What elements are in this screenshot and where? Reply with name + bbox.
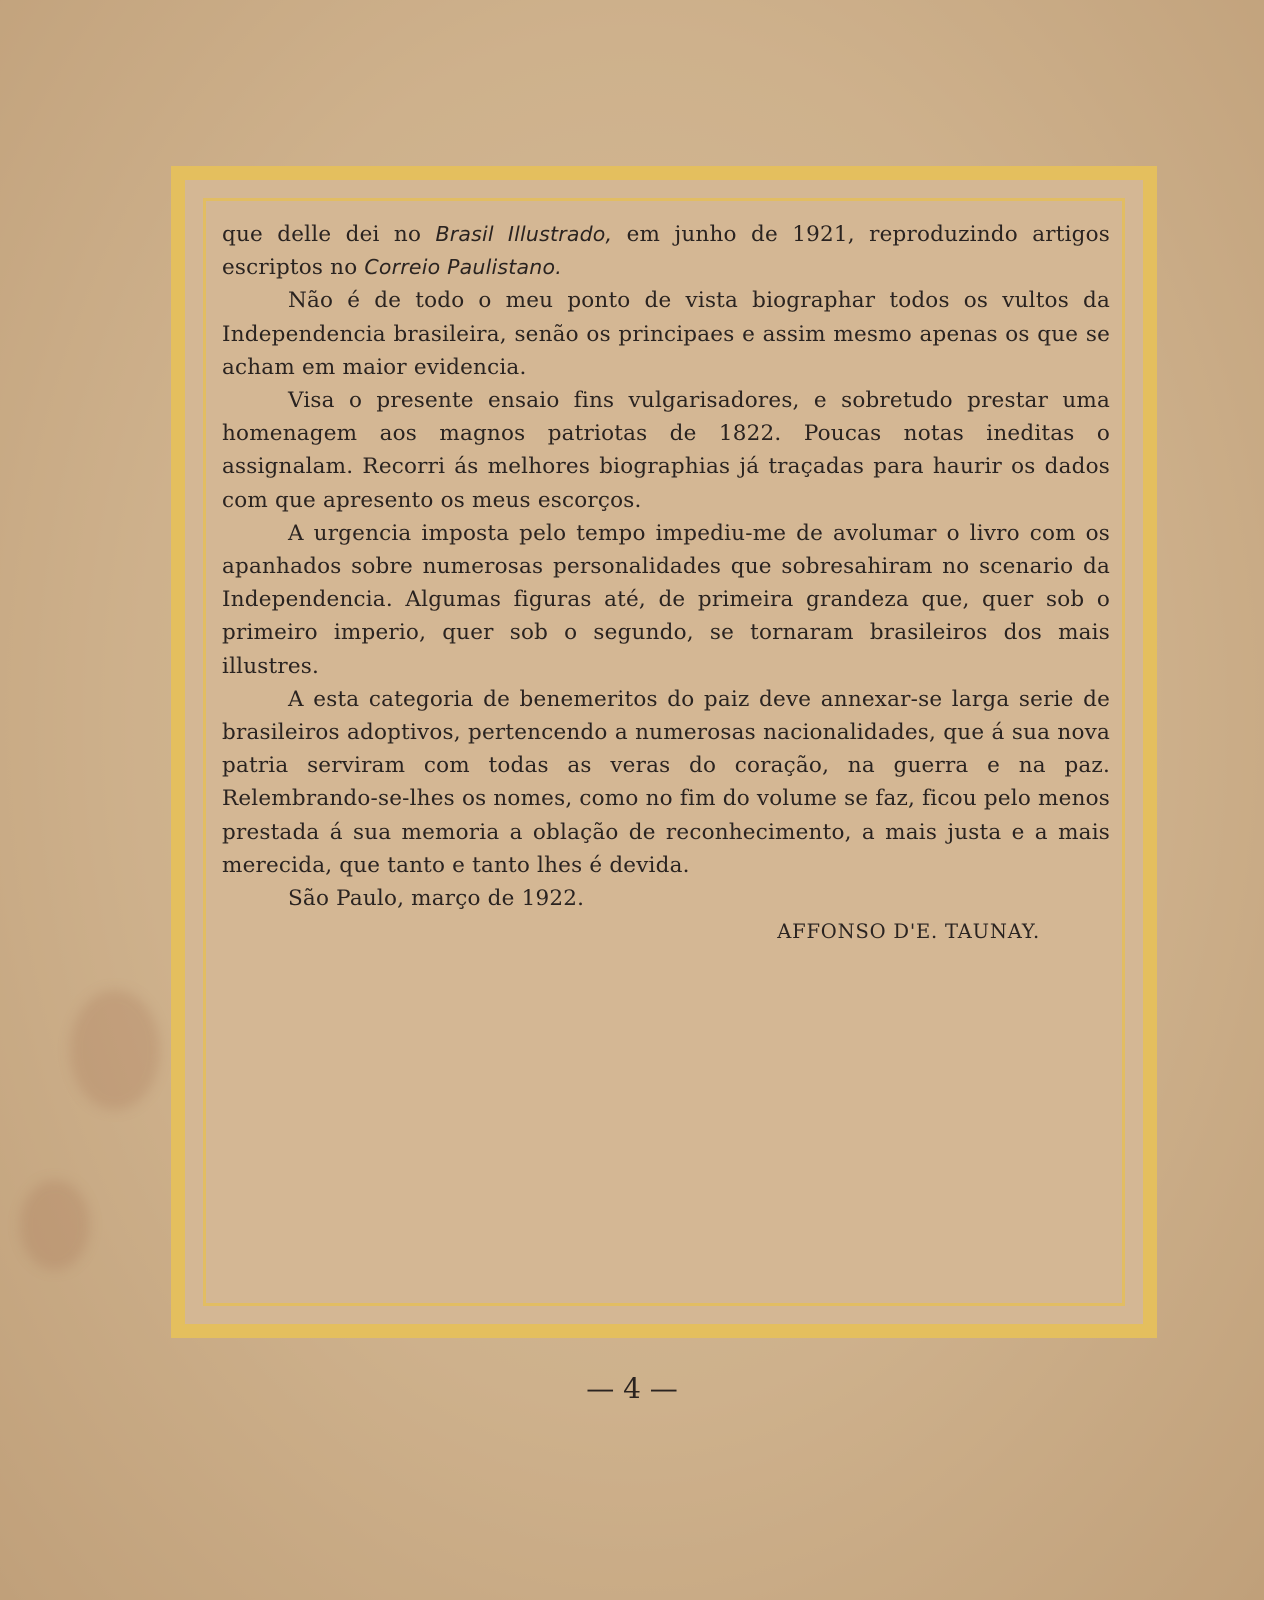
paper-stain <box>70 990 160 1110</box>
paragraph-text: que delle dei no <box>222 222 436 247</box>
paragraph: A esta categoria de benemeritos do paiz deve annexar-se larga serie de brasileiros adoptivos, pertencendo a numerosas nacionalidades, que á sua nova patria serviram com todas as veras do coração, na guerra e na paz. Relembrando-se-lhes os nomes, como no fim do volume se faz, ficou pelo menos prestada á sua memoria a oblação de reconhecimento, a mais justa e a mais merecida, que tanto e tanto lhes é devida. <box>222 686 1110 878</box>
paragraph: Visa o presente ensaio fins vulgarisadores, e sobretudo prestar uma homenagem aos magnos patriotas de 1822. Poucas notas ineditas o assignalam. Recorri ás melhores biographias já traçadas para haurir os dados com que apresento os meus escorços. <box>222 388 1110 513</box>
paragraph-text: em junho de 1921, reproduzindo artigos escriptos no <box>222 222 1111 281</box>
paragraph-continuation <box>222 218 1110 284</box>
preface-text <box>222 218 1110 949</box>
paragraph: A urgencia imposta pelo tempo impediu-me de avolumar o livro com os apanhados sobre numerosas personalidades que sobresahiram no scenario da Independencia. Algumas figuras até, de primeira grandeza que, quer sob o primeiro imperio, quer sob o segundo, se tornaram brasileiros dos mais illustres. <box>222 520 1110 679</box>
paragraph: Não é de todo o meu ponto de vista biographar todos os vultos da Independencia brasileira, senão os principaes e assim mesmo apenas os que se acham em maior evidencia. <box>222 288 1110 380</box>
author-signature: AFFONSO D'E. TAUNAY. <box>777 920 1040 944</box>
publication-title: Correio Paulistano. <box>364 255 562 280</box>
page-number: — 4 — <box>586 1372 678 1405</box>
publication-title: Brasil Illustrado, <box>435 222 613 246</box>
dateline: São Paulo, março de 1922. <box>288 886 585 912</box>
paper-stain <box>20 1180 90 1270</box>
